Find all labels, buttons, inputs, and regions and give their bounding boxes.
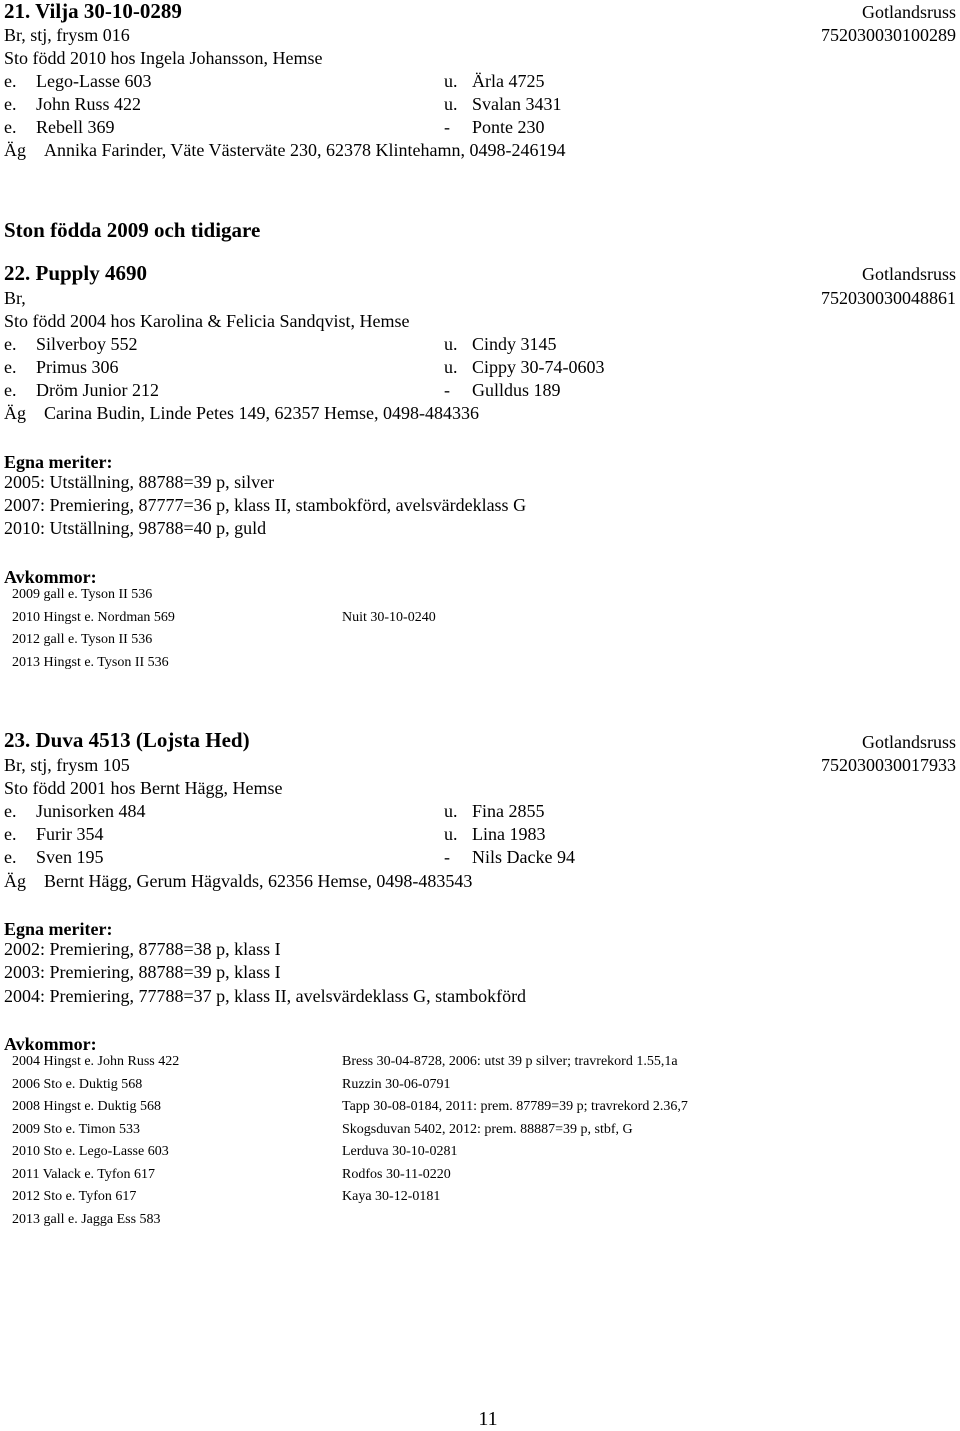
- owner-prefix: Äg: [4, 403, 26, 423]
- pedigree-sire: John Russ 422: [36, 94, 142, 114]
- owner-info: Bernt Hägg, Gerum Hägvalds, 62356 Hemse, 0498-483543: [44, 871, 473, 891]
- pedigree-sire: Junisorken 484: [36, 801, 146, 821]
- pedigree-sire: Silverboy 552: [36, 334, 138, 354]
- page-number: 11: [478, 1408, 498, 1430]
- offspring-item: 2013 Hingst e. Tyson II 536: [12, 655, 169, 670]
- owner-info: Carina Budin, Linde Petes 149, 62357 Hemse, 0498-484336: [44, 403, 479, 423]
- pedigree-sire: Rebell 369: [36, 117, 115, 137]
- pedigree-sire: Primus 306: [36, 357, 119, 377]
- offspring-item: 2006 Sto e. Duktig 568: [12, 1077, 143, 1092]
- pedigree-dam-prefix: u.: [444, 334, 458, 354]
- horse-color: Br,: [4, 288, 26, 308]
- pedigree-dam: Nils Dacke 94: [472, 847, 575, 867]
- offspring-name: Tapp 30-08-0184, 2011: prem. 87789=39 p; travrekord 2.36,7: [342, 1099, 688, 1114]
- horse-color: Br, stj, frysm 105: [4, 755, 130, 775]
- offspring-name: Skogsduvan 5402, 2012: prem. 88887=39 p, stbf, G: [342, 1122, 633, 1137]
- pedigree-dam-prefix: u.: [444, 71, 458, 91]
- owner-info: Annika Farinder, Väte Västerväte 230, 62378 Klintehamn, 0498-246194: [44, 140, 566, 160]
- pedigree-sire-prefix: e.: [4, 847, 17, 867]
- pedigree-dam: Gulldus 189: [472, 380, 561, 400]
- pedigree-dam-prefix: -: [444, 380, 450, 400]
- offspring-name: Kaya 30-12-0181: [342, 1189, 441, 1204]
- merit-item: 2003: Premiering, 88788=39 p, klass I: [4, 962, 281, 982]
- pedigree-dam: Ärla 4725: [472, 71, 545, 91]
- pedigree-sire-prefix: e.: [4, 117, 17, 137]
- offspring-item: 2012 Sto e. Tyfon 617: [12, 1189, 137, 1204]
- merit-item: 2007: Premiering, 87777=36 p, klass II, stambokförd, avelsvärdeklass G: [4, 495, 527, 515]
- birth-info: Sto född 2010 hos Ingela Johansson, Hemse: [4, 48, 323, 68]
- offspring-item: 2008 Hingst e. Duktig 568: [12, 1099, 161, 1114]
- pedigree-dam: Cippy 30-74-0603: [472, 357, 605, 377]
- pedigree-dam: Lina 1983: [472, 824, 546, 844]
- horse-title: 21. Vilja 30-10-0289: [4, 0, 182, 23]
- birth-info: Sto född 2001 hos Bernt Hägg, Hemse: [4, 778, 283, 798]
- merit-item: 2004: Premiering, 77788=37 p, klass II, avelsvärdeklass G, stambokförd: [4, 986, 527, 1006]
- pedigree-dam: Fina 2855: [472, 801, 545, 821]
- pedigree-dam-prefix: u.: [444, 801, 458, 821]
- horse-id: 752030030017933: [821, 755, 956, 775]
- offspring-name: Ruzzin 30-06-0791: [342, 1077, 451, 1092]
- offspring-heading: Avkommor:: [4, 567, 97, 587]
- pedigree-dam: Cindy 3145: [472, 334, 557, 354]
- pedigree-dam-prefix: u.: [444, 94, 458, 114]
- pedigree-dam: Ponte 230: [472, 117, 545, 137]
- merit-item: 2002: Premiering, 87788=38 p, klass I: [4, 939, 281, 959]
- offspring-item: 2010 Hingst e. Nordman 569: [12, 610, 175, 625]
- pedigree-sire: Lego-Lasse 603: [36, 71, 152, 91]
- offspring-item: 2013 gall e. Jagga Ess 583: [12, 1212, 161, 1227]
- pedigree-sire-prefix: e.: [4, 380, 17, 400]
- offspring-item: 2012 gall e. Tyson II 536: [12, 632, 153, 647]
- offspring-name: Rodfos 30-11-0220: [342, 1167, 451, 1182]
- pedigree-dam-prefix: -: [444, 117, 450, 137]
- pedigree-sire-prefix: e.: [4, 357, 17, 377]
- pedigree-sire: Furir 354: [36, 824, 104, 844]
- offspring-item: 2009 gall e. Tyson II 536: [12, 587, 153, 602]
- offspring-name: Nuit 30-10-0240: [342, 610, 436, 625]
- horse-id: 752030030100289: [821, 25, 956, 45]
- pedigree-sire-prefix: e.: [4, 334, 17, 354]
- pedigree-dam-prefix: u.: [444, 357, 458, 377]
- merits-heading: Egna meriter:: [4, 919, 113, 939]
- owner-prefix: Äg: [4, 140, 26, 160]
- pedigree-sire-prefix: e.: [4, 824, 17, 844]
- horse-color: Br, stj, frysm 016: [4, 25, 130, 45]
- offspring-item: 2004 Hingst e. John Russ 422: [12, 1054, 180, 1069]
- owner-prefix: Äg: [4, 871, 26, 891]
- offspring-name: Lerduva 30-10-0281: [342, 1144, 458, 1159]
- merit-item: 2005: Utställning, 88788=39 p, silver: [4, 472, 275, 492]
- offspring-item: 2010 Sto e. Lego-Lasse 603: [12, 1144, 169, 1159]
- pedigree-dam: Svalan 3431: [472, 94, 562, 114]
- offspring-name: Bress 30-04-8728, 2006: utst 39 p silver; travrekord 1.55,1a: [342, 1054, 678, 1069]
- horse-id: 752030030048861: [821, 288, 956, 308]
- pedigree-dam-prefix: u.: [444, 824, 458, 844]
- offspring-heading: Avkommor:: [4, 1034, 97, 1054]
- section-heading: Ston födda 2009 och tidigare: [4, 218, 261, 242]
- pedigree-sire: Dröm Junior 212: [36, 380, 159, 400]
- breed-label: Gotlandsruss: [862, 264, 956, 284]
- birth-info: Sto född 2004 hos Karolina & Felicia Sandqvist, Hemse: [4, 311, 410, 331]
- breed-label: Gotlandsruss: [862, 732, 956, 752]
- pedigree-sire-prefix: e.: [4, 71, 17, 91]
- horse-title: 23. Duva 4513 (Lojsta Hed): [4, 728, 250, 752]
- horse-title: 22. Pupply 4690: [4, 261, 147, 285]
- pedigree-dam-prefix: -: [444, 847, 450, 867]
- merits-heading: Egna meriter:: [4, 452, 113, 472]
- merit-item: 2010: Utställning, 98788=40 p, guld: [4, 518, 267, 538]
- pedigree-sire: Sven 195: [36, 847, 104, 867]
- pedigree-sire-prefix: e.: [4, 94, 17, 114]
- breed-label: Gotlandsruss: [862, 2, 956, 22]
- pedigree-sire-prefix: e.: [4, 801, 17, 821]
- offspring-item: 2011 Valack e. Tyfon 617: [12, 1167, 156, 1182]
- offspring-item: 2009 Sto e. Timon 533: [12, 1122, 140, 1137]
